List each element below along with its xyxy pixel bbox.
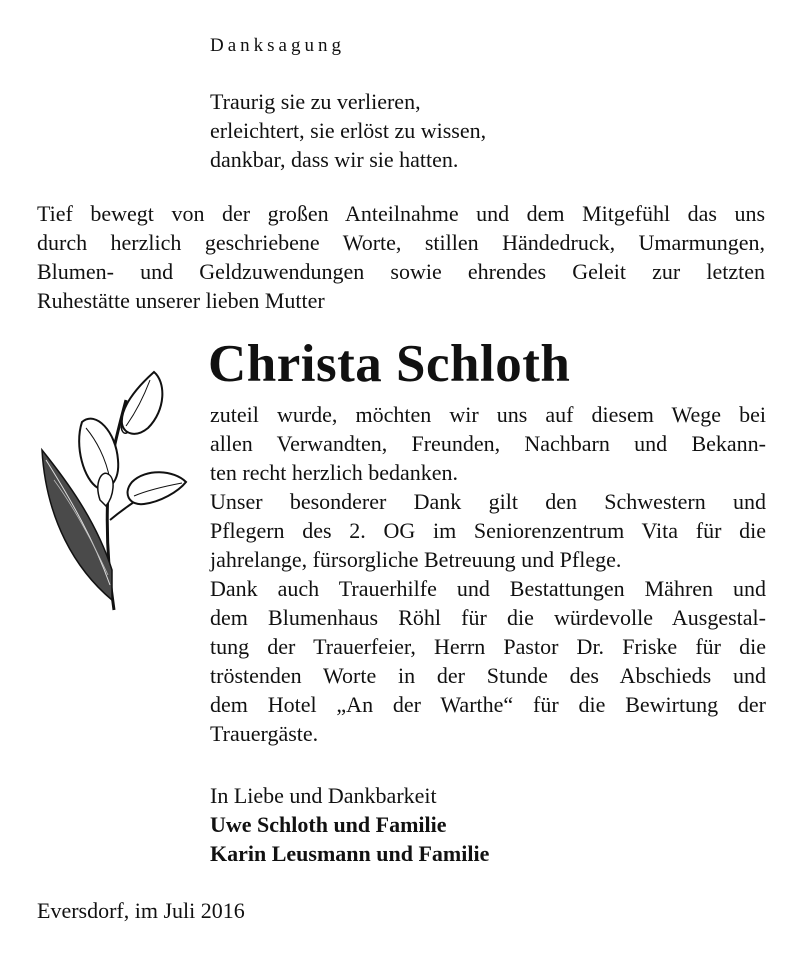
body-line: tröstenden Worte in der Stunde des Abschieds und [210,663,766,688]
poem [210,87,486,174]
place-date: Eversdorf, im Juli 2016 [37,898,245,923]
signatory: Karin Leusmann und Familie [210,841,490,866]
body-line: tung der Trauerfeier, Herrn Pastor Dr. Friske für die [210,634,766,659]
calla-lily-icon [36,370,196,620]
body-line: dem Hotel „An der Warthe“ für die Bewirtung der [210,692,766,717]
thanks-paragraph [210,400,766,748]
body-line: allen Verwandten, Freunden, Nachbarn und Bekann- [210,431,766,456]
closing-block [210,781,489,868]
notice-heading: Danksagung [210,35,345,56]
poem-line: dankbar, dass wir sie hatten. [210,147,459,172]
poem-line: Traurig sie zu verlieren, [210,89,421,114]
body-line: Dank auch Trauerhilfe und Bestattungen Mähren und [210,576,766,601]
body-line: Trauergäste. [210,721,319,746]
intro-line: durch herzlich geschriebene Worte, stillen Händedruck, Umarmungen, [37,230,765,255]
body-line: Pflegern des 2. OG im Seniorenzentrum Vita für die [210,518,766,543]
closing-greeting: In Liebe und Dankbarkeit [210,783,437,808]
body-line: Unser besonderer Dank gilt den Schwestern und [210,489,766,514]
body-line: ten recht herzlich bedanken. [210,460,458,485]
body-line: jahrelange, fürsorgliche Betreuung und Pflege. [210,547,622,572]
intro-line: Tief bewegt von der großen Anteilnahme und dem Mitgefühl das uns [37,201,765,226]
signatory: Uwe Schloth und Familie [210,812,447,837]
body-line: dem Blumenhaus Röhl für die würdevolle Ausgestal- [210,605,766,630]
intro-paragraph [37,199,765,315]
intro-line: Ruhestätte unserer lieben Mutter [37,288,325,313]
deceased-name: Christa Schloth [208,335,571,393]
intro-line: Blumen- und Geldzuwendungen sowie ehrendes Geleit zur letzten [37,259,765,284]
body-line: zuteil wurde, möchten wir uns auf diesem Wege bei [210,402,766,427]
poem-line: erleichtert, sie erlöst zu wissen, [210,118,487,143]
